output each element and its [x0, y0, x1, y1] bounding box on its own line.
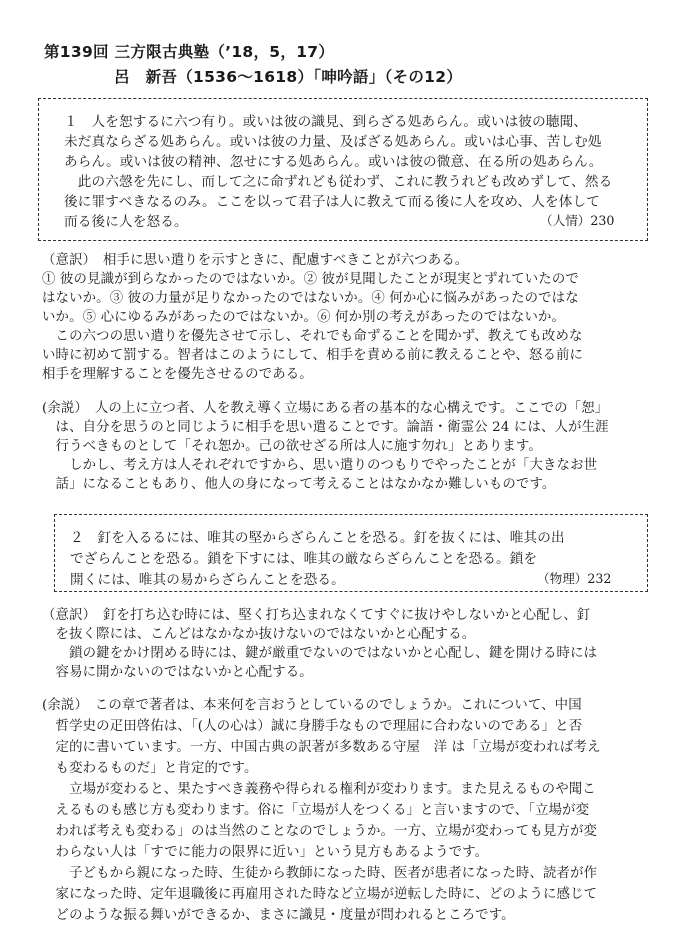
translation-1-line: はないか。③ 彼の力量が足りなかったのではないか。④ 何か心に悩みがあったのではな — [42, 291, 579, 306]
commentary-2-line: 子どもから親になった時、生徒から教師になった時、医者が患者になった時、読者が作 — [42, 866, 598, 881]
commentary-2-line: 家になった時、定年退職後に再雇用された時など立場が逆転した時に、どのように感じて — [42, 887, 598, 902]
lecture-subtitle: 呂 新吾（1536～1618）「呻吟語」（その12） — [114, 68, 463, 86]
translation-1-line: 相手を理解することを優先させるのである。 — [42, 367, 313, 382]
translation-2-line: を抜く際には、こんどはなかなか抜けないのではないかと心配する。 — [42, 627, 476, 642]
passage-1-line: 此の六愨を先にし、而して之に命ずれども従わず、これに教うれども改めずして、然る — [64, 174, 613, 190]
translation-2-line: 鎖の鍵をかけ閉める時には、鍵が厳重でないのではないかと心配し、鍵を開ける時には — [42, 646, 598, 661]
passage-1-source: （人情）230 — [540, 213, 615, 228]
passage-1-line: １ 人を恕するに六つ有り。或いは彼の識見、到らざる処あらん。或いは彼の聴聞、 — [64, 114, 588, 130]
commentary-2-line: えるものも感じ方も変わります。俗に「立場が人をつくる」と言いますので、「立場が変 — [42, 803, 590, 818]
commentary-2-line: どのような振る舞いができるか、まさに識見・度量が問われるところです。 — [42, 908, 515, 923]
commentary-2-line: われば考えも変わる」のは当然のことなのでしょうか。一方、立場が変わっても見方が変 — [42, 824, 598, 839]
translation-1-line: い時に初めて罰する。智者はこのようにして、相手を責める前に教えることや、怒る前に — [42, 348, 584, 363]
translation-2-line: （意訳） 釘を打ち込む時には、堅く打ち込まれなくてすぐに抜けやしないかと心配し、釘 — [42, 608, 591, 623]
commentary-1-line: 行うべきものとして「それ恕か。己の欲せざる所は人に施す勿れ」とあります。 — [42, 439, 542, 454]
commentary-1-line: 話」になることもあり、他人の身になって考えることはなかなか難しいものです。 — [42, 477, 556, 492]
translation-1-line: この六つの思い遣りを優先させて示し、それでも命ずることを聞かず、教えても改めな — [42, 329, 583, 344]
commentary-2-line: 立場が変わると、果たすべき義務や得られる権利が変わります。また見えるものや聞こ — [42, 782, 596, 797]
passage-1-line: あらん。或いは彼の精神、忽せにする処あらん。或いは彼の微意、在る所の処あらん。 — [64, 154, 603, 170]
translation-1-line: （意訳） 相手に思い遣りを示すときに、配慮すべきことが六つある。 — [42, 253, 469, 268]
passage-1-line: 未だ真ならざる処あらん。或いは彼の力量、及ばざる処あらん。或いは心事、苦しむ処 — [64, 134, 602, 150]
translation-2-line: 容易に開かないのではないかと心配する。 — [42, 665, 313, 680]
commentary-1-line: は、自分を思うのと同じように相手を思い遣ることです。論語・衛霊公 24 には、人が生涯 — [42, 420, 609, 435]
commentary-1-line: しかし、考え方は人それぞれですから、思い遣りのつもりでやったことが「大きなお世 — [42, 458, 598, 473]
passage-1-line: 而る後に人を怒る。 — [64, 214, 188, 230]
passage-2-source: （物理）232 — [537, 571, 612, 586]
lecture-title: 第139回 三方限古典塾（’18，5，17） — [44, 43, 335, 61]
commentary-2-line: も変わるものだ」と肯定的です。 — [42, 761, 258, 776]
passage-1-line: 後に罪すべきなるのみ。ここを以って君子は人に教えて而る後に人を攻め、人を体して — [64, 194, 601, 210]
passage-2-line: 開くには、唯其の易からざらんことを恐る。 — [70, 572, 345, 588]
commentary-2-line: 哲学史の疋田啓佑は、「(人の心は）誠に身勝手なもので理屈に合わないのである」と否 — [42, 719, 583, 734]
passage-2-line: ２ 釘を入るるには、唯其の堅からざらんことを恐る。釘を抜くには、唯其の出 — [70, 530, 565, 546]
commentary-2-line: 定的に書いています。一方、中国古典の訳著が多数ある守屋 洋 は「立場が変われば考え — [42, 740, 601, 755]
commentary-1-line: (余説） 人の上に立つ者、人を教え導く立場にある者の基本的な心構えです。ここでの「恕」 — [42, 401, 609, 416]
passage-2-line: でざらんことを恐る。鎖を下すには、唯其の厳ならざらんことを恐る。鎖を — [70, 551, 538, 567]
commentary-2-line: わらない人は「すでに能力の限界に近い」という見方もあるようです。 — [42, 845, 489, 860]
commentary-2-line: (余説） この章で著者は、本来何を言おうとしているのでしょうか。これについて、中国 — [42, 698, 582, 713]
translation-1-line: ① 彼の見識が到らなかったのではないか。② 彼が見聞したことが現実とずれていたので — [42, 272, 579, 287]
translation-1-line: いか。⑤ 心にゆるみがあったのではないか。⑥ 何か別の考えがあったのではないか。 — [42, 310, 566, 325]
